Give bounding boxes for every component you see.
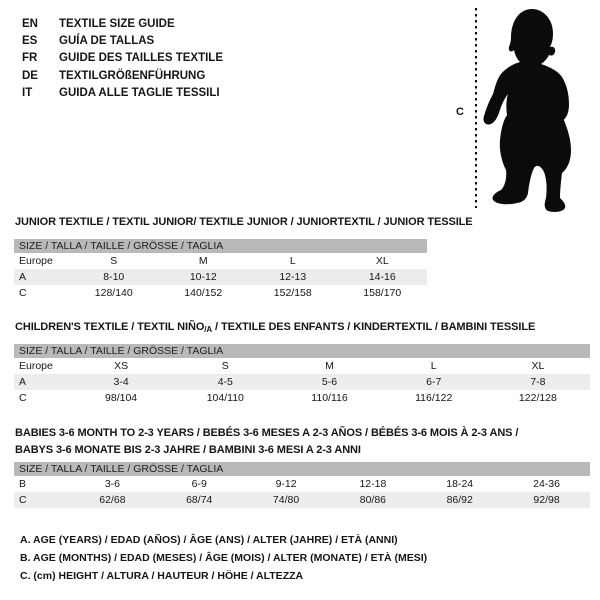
- babies-title-line1: BABIES 3-6 MONTH TO 2-3 YEARS / BEBÉS 3-6 MESES A 2-3 AÑOS / BÉBÉS 3-6 MOIS À 2-3 ANS /: [15, 427, 519, 439]
- size-cell: 12-18: [359, 478, 387, 490]
- size-cell: 116/122: [415, 392, 453, 404]
- table-row: [14, 374, 590, 390]
- size-cell: 14-16: [368, 271, 396, 283]
- size-cell: 24-36: [533, 478, 560, 490]
- size-header-bar: SIZE / TALLA / TAILLE / GRÖSSE / TAGLIA: [14, 344, 590, 358]
- size-cell: M: [198, 255, 208, 267]
- size-cell: M: [325, 360, 334, 372]
- children-title-sub: /A: [204, 325, 213, 334]
- size-cell: 68/74: [186, 494, 213, 506]
- babies-size-table: [14, 462, 590, 508]
- baby-silhouette-figure: [440, 0, 600, 215]
- size-cell: 12-13: [279, 271, 307, 283]
- size-cell: 5-6: [321, 376, 338, 388]
- language-title: TEXTILGRÖßENFÜHRUNG: [59, 69, 206, 82]
- row-label: A: [19, 271, 27, 283]
- language-title: GUÍA DE TALLAS: [59, 35, 155, 48]
- language-row: [22, 50, 223, 67]
- size-cell: S: [110, 255, 118, 267]
- children-title-prefix: CHILDREN'S TEXTILE / TEXTIL NIÑO: [15, 321, 205, 333]
- legend-note-b: B. AGE (MONTHS) / EDAD (MESES) / ÂGE (MOIS) / ALTER (MONATE) / ETÀ (MESI): [20, 552, 428, 564]
- row-label: B: [19, 478, 27, 490]
- language-row: [22, 32, 223, 49]
- language-title: GUIDE DES TAILLES TEXTILE: [59, 52, 223, 65]
- size-cell: 4-5: [217, 376, 233, 388]
- table-row: [14, 358, 590, 374]
- size-cell: XS: [114, 360, 129, 372]
- size-cell: 110/116: [311, 392, 348, 404]
- legend-notes: [20, 531, 427, 585]
- row-label: A: [19, 376, 27, 388]
- table-row: [14, 253, 427, 269]
- babies-title-line2: BABYS 3-6 MONATE BIS 2-3 JAHRE / BAMBINI 3-6 MESI A 2-3 ANNI: [15, 444, 361, 456]
- row-label: Europe: [19, 255, 53, 267]
- size-cell: 74/80: [272, 494, 300, 506]
- language-row: [22, 85, 223, 102]
- children-title-suffix: / TEXTILE DES ENFANTS / KINDERTEXTIL / BAMBINI TESSILE: [212, 321, 536, 333]
- junior-size-table: [14, 239, 427, 301]
- language-row: [22, 15, 223, 32]
- baby-silhouette: [483, 9, 571, 212]
- children-table-title: [15, 321, 535, 334]
- language-title-list: [22, 15, 223, 102]
- size-cell: XL: [531, 360, 545, 372]
- size-cell: 8-10: [103, 271, 125, 283]
- row-label: C: [19, 392, 27, 404]
- row-label: C: [19, 287, 27, 299]
- size-cell: L: [430, 360, 437, 372]
- size-cell: 104/110: [206, 392, 244, 404]
- legend-note-a: A. AGE (YEARS) / EDAD (AÑOS) / ÂGE (ANS) / ALTER (JAHRE) / ETÀ (ANNI): [20, 534, 398, 546]
- size-cell: 62/68: [99, 494, 126, 506]
- size-cell: 80/86: [359, 494, 387, 506]
- junior-table-title: JUNIOR TEXTILE / TEXTIL JUNIOR/ TEXTILE JUNIOR / JUNIORTEXTIL / JUNIOR TESSILE: [15, 216, 473, 228]
- size-cell: 6-9: [191, 478, 207, 490]
- size-cell: 18-24: [446, 478, 474, 490]
- table-row: [14, 285, 427, 301]
- legend-note-c: C. (cm) HEIGHT / ALTURA / HAUTEUR / HÖHE / ALTEZZA: [20, 570, 304, 582]
- size-cell: 3-4: [113, 376, 129, 388]
- language-code: EN: [22, 17, 38, 30]
- language-code: DE: [22, 69, 38, 82]
- size-cell: 158/170: [363, 287, 402, 299]
- size-cell: XL: [375, 255, 389, 267]
- language-code: IT: [22, 87, 33, 100]
- language-row: [22, 67, 223, 84]
- size-cell: 92/98: [533, 494, 560, 506]
- size-cell: 122/128: [518, 392, 557, 404]
- language-code: ES: [22, 35, 38, 48]
- size-header-bar: SIZE / TALLA / TAILLE / GRÖSSE / TAGLIA: [14, 239, 427, 253]
- size-cell: 86/92: [446, 494, 473, 506]
- size-cell: 9-12: [275, 478, 297, 490]
- children-size-table: [14, 344, 590, 406]
- size-cell: 140/152: [184, 287, 223, 299]
- language-title: GUIDA ALLE TAGLIE TESSILI: [59, 87, 220, 100]
- row-label: C: [19, 494, 27, 506]
- size-cell: 7-8: [530, 376, 546, 388]
- size-header-bar: SIZE / TALLA / TAILLE / GRÖSSE / TAGLIA: [14, 462, 590, 476]
- size-cell: S: [221, 360, 229, 372]
- table-row: [14, 269, 427, 285]
- language-title: TEXTILE SIZE GUIDE: [59, 17, 175, 30]
- size-cell: L: [289, 255, 296, 267]
- table-row: [14, 390, 590, 406]
- babies-table-title: [15, 425, 518, 459]
- language-code: FR: [22, 52, 38, 65]
- size-cell: 128/140: [94, 287, 133, 299]
- size-cell: 3-6: [104, 478, 120, 490]
- row-label: Europe: [19, 360, 53, 372]
- size-cell: 10-12: [189, 271, 217, 283]
- size-cell: 98/104: [105, 392, 138, 404]
- size-cell: 6-7: [426, 376, 442, 388]
- table-row: [14, 492, 590, 508]
- size-cell: 152/158: [273, 287, 312, 299]
- table-row: [14, 476, 590, 492]
- height-label-c: C: [456, 106, 464, 118]
